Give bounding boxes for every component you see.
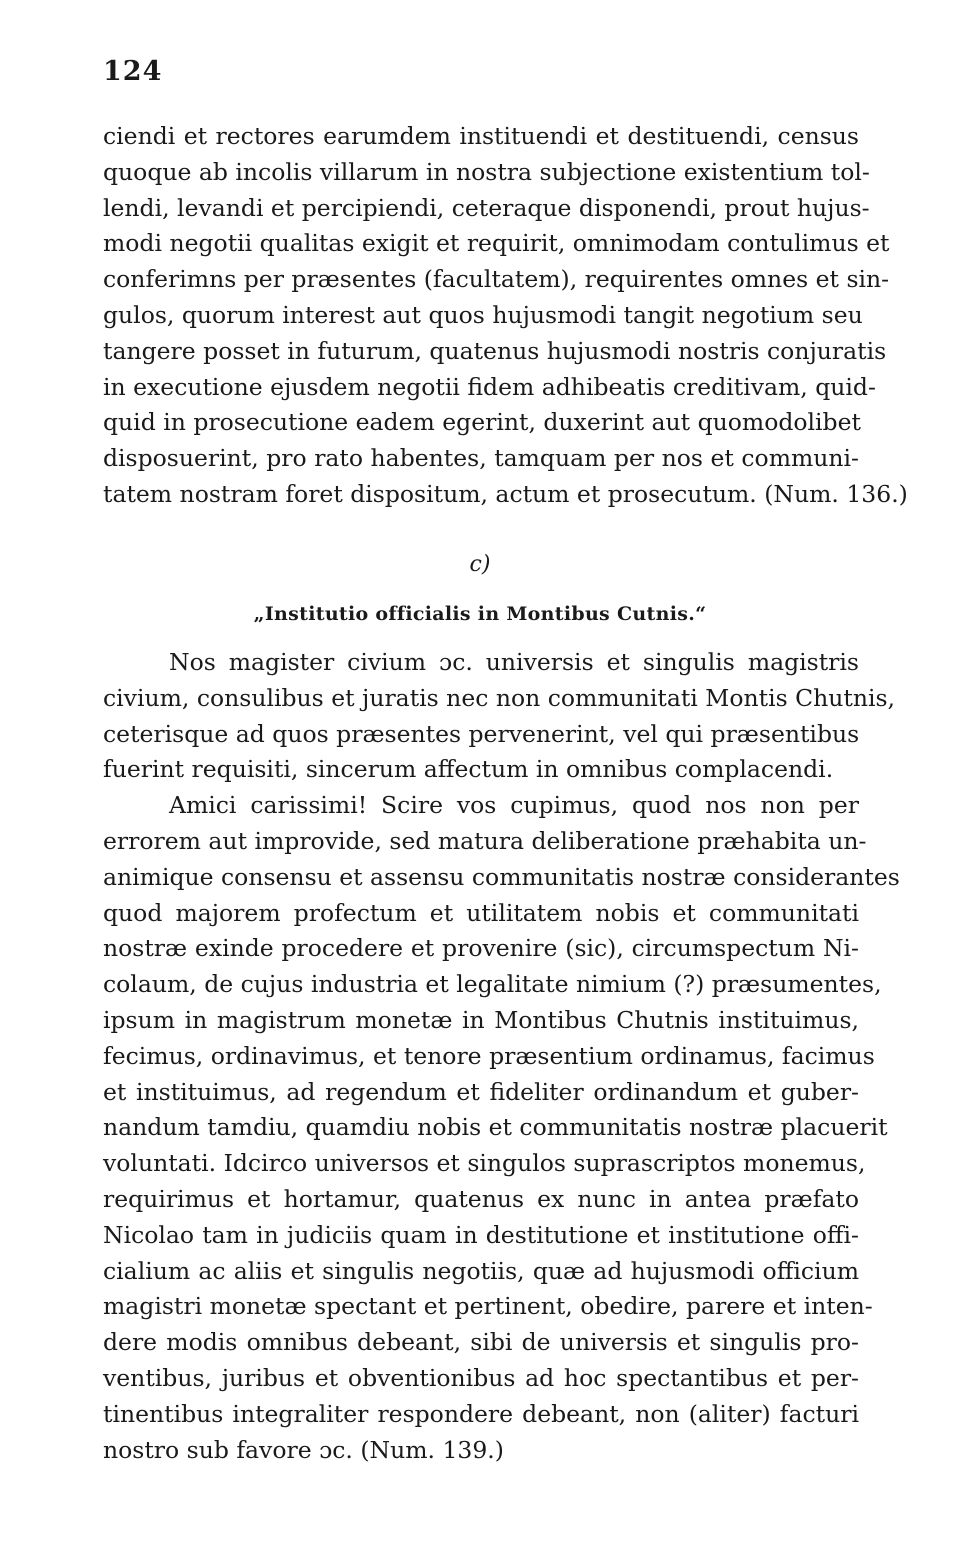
text-line: disposuerint, pro rato habentes, tamquam per nos et communi- bbox=[103, 444, 859, 473]
section-title: „Institutio officialis in Montibus Cutnis.“ bbox=[253, 603, 707, 625]
text-line: et instituimus, ad regendum et fideliter ordinandum et guber- bbox=[103, 1077, 859, 1106]
text-line: ipsum in magistrum monetæ in Montibus Chutnis instituimus, bbox=[103, 1005, 859, 1034]
text-line: errorem aut improvide, sed matura deliberatione præhabita un- bbox=[103, 826, 867, 855]
text-line: modi negotii qualitas exigit et requirit, omnimodam contulimus et bbox=[103, 229, 890, 258]
text-line: gulos, quorum interest aut quos hujusmodi tangit negotium seu bbox=[103, 300, 863, 329]
text-line: dere modis omnibus debeant, sibi de universis et singulis pro- bbox=[103, 1328, 859, 1357]
text-line: voluntati. Idcirco universos et singulos suprascriptos monemus, bbox=[103, 1149, 866, 1178]
text-line: Nos magister civium ɔc. universis et singulis magistris bbox=[169, 648, 859, 676]
text-line: tatem nostram foret dispositum, actum et prosecutum. (Num. 136.) bbox=[103, 479, 908, 508]
text-line: cialium ac aliis et singulis negotiis, quæ ad hujusmodi officium bbox=[103, 1256, 859, 1285]
text-line: ventibus, juribus et obventionibus ad hoc spectantibus et per- bbox=[103, 1363, 859, 1392]
text-line: quoque ab incolis villarum in nostra subjectione existentium tol- bbox=[103, 157, 870, 186]
document-text bbox=[103, 645, 900, 1468]
text-line: in executione ejusdem negotii fidem adhibeatis creditivam, quid- bbox=[103, 372, 876, 401]
text-line: civium, consulibus et juratis nec non communitati Montis Chutnis, bbox=[103, 683, 896, 712]
text-line: animique consensu et assensu communitatis nostræ considerantes bbox=[103, 862, 900, 891]
text-line: Amici carissimi! Scire vos cupimus, quod nos non per bbox=[169, 791, 859, 820]
text-line: conferimns per præsentes (facultatem), requirentes omnes et sin- bbox=[103, 265, 890, 294]
continued-paragraph bbox=[103, 119, 908, 513]
text-line: nostro sub favore ɔc. (Num. 139.) bbox=[103, 1435, 504, 1464]
text-line: nandum tamdiu, quamdiu nobis et communitatis nostræ placuerit bbox=[103, 1113, 888, 1142]
text-line: Nicolao tam in judiciis quam in destitutione et institutione offi- bbox=[103, 1220, 859, 1249]
section-letter: c) bbox=[469, 552, 491, 577]
text-line: fecimus, ordinavimus, et tenore præsentium ordinamus, facimus bbox=[103, 1041, 875, 1070]
text-line: requirimus et hortamur, quatenus ex nunc in antea præfato bbox=[103, 1184, 859, 1213]
text-line: nostræ exinde procedere et provenire (sic), circumspectum Ni- bbox=[103, 934, 859, 963]
text-line: magistri monetæ spectant et pertinent, obedire, parere et inten- bbox=[103, 1292, 873, 1321]
text-line: fuerint requisiti, sincerum affectum in omnibus complacendi. bbox=[103, 755, 834, 784]
text-line: tinentibus integraliter respondere debeant, non (aliter) facturi bbox=[103, 1399, 859, 1428]
text-line: colaum, de cujus industria et legalitate nimium (?) præsumentes, bbox=[103, 970, 882, 999]
text-line: ceterisque ad quos præsentes pervenerint, vel qui præsentibus bbox=[103, 719, 860, 748]
text-line: tangere posset in futurum, quatenus hujusmodi nostris conjuratis bbox=[103, 336, 887, 365]
text-line: ciendi et rectores earumdem instituendi et destituendi, census bbox=[103, 122, 859, 150]
text-line: quid in prosecutione eadem egerint, duxerint aut quomodolibet bbox=[103, 408, 861, 437]
text-line: lendi, levandi et percipiendi, ceteraque disponendi, prout hujus- bbox=[103, 193, 870, 222]
page-number: 124 bbox=[103, 56, 163, 87]
text-line: quod majorem profectum et utilitatem nobis et communitati bbox=[103, 898, 859, 927]
